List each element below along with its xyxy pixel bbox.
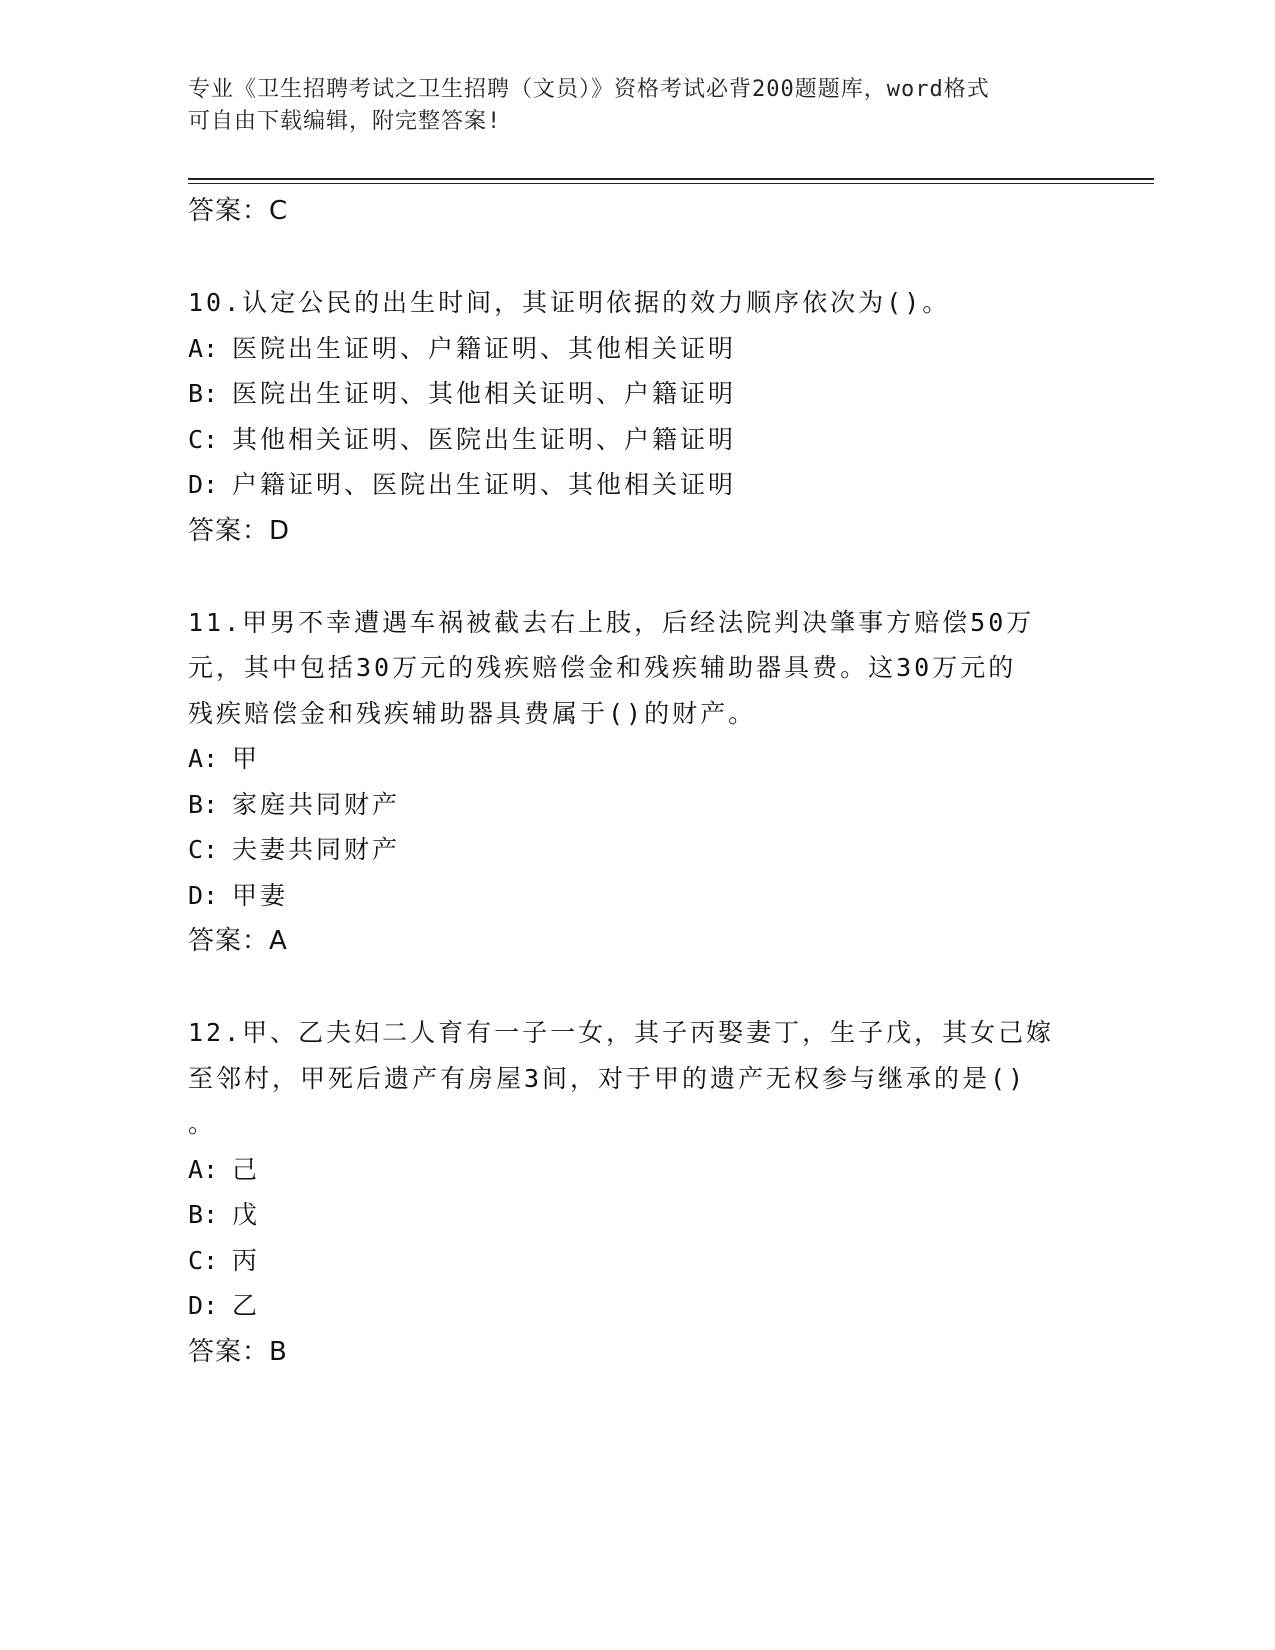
option-b (188, 782, 1088, 828)
option-c (188, 417, 1088, 463)
question-block (188, 280, 1088, 554)
question-text: 11.甲男不幸遭遇车祸被截去右上肢，后经法院判决肇事方赔偿50万 (188, 607, 1035, 637)
option-key: A: (188, 333, 219, 363)
document-header (188, 74, 1088, 138)
option-key: C: (188, 424, 219, 454)
option-text: 夫妻共同财产 (232, 835, 401, 864)
option-key: A: (188, 744, 219, 773)
option-text: 其他相关证明、医院出生证明、户籍证明 (232, 424, 737, 454)
option-text: 医院出生证明、其他相关证明、户籍证明 (232, 379, 737, 408)
answer-line: 答案：B (188, 1336, 288, 1367)
option-key: A: (188, 1154, 219, 1184)
option-key: D: (188, 1291, 219, 1320)
spacer (188, 964, 1088, 1010)
spacer (188, 554, 1088, 600)
option-key: D: (188, 470, 219, 499)
question-text: 元，其中包括30万元的残疾赔偿金和残疾辅助器具费。这30万元的 (188, 653, 1017, 682)
option-d (188, 462, 1088, 508)
option-text: 乙 (232, 1291, 261, 1320)
answer-line: 答案：D (188, 515, 291, 546)
option-d (188, 1283, 1088, 1329)
question-text: 10.认定公民的出生时间，其证明依据的效力顺序依次为()。 (188, 288, 951, 317)
option-c (188, 1238, 1088, 1284)
spacer (188, 234, 1088, 280)
option-a (188, 1147, 1088, 1193)
option-text: 医院出生证明、户籍证明、其他相关证明 (232, 333, 737, 363)
header-line-1: 专业《卫生招聘考试之卫生招聘（文员）》资格考试必背200题题库，word格式 (188, 77, 990, 102)
option-text: 户籍证明、医院出生证明、其他相关证明 (232, 470, 737, 499)
option-d (188, 873, 1088, 919)
answer-line: 答案：C (188, 196, 289, 226)
option-key: C: (188, 1245, 219, 1275)
option-a (188, 736, 1088, 782)
question-text: 至邻村，甲死后遗产有房屋3间，对于甲的遗产无权参与继承的是() (188, 1063, 1027, 1093)
option-text: 丙 (232, 1245, 261, 1275)
question-text: 12.甲、乙夫妇二人育有一子一女，其子丙娶妻丁，生子戊，其女己嫁 (188, 1018, 1055, 1047)
option-key: C: (188, 835, 219, 864)
option-text: 甲 (232, 744, 261, 773)
option-text: 家庭共同财产 (232, 789, 401, 819)
option-b (188, 1192, 1088, 1238)
option-text: 己 (232, 1154, 261, 1184)
option-key: B: (188, 789, 219, 819)
option-text: 戊 (232, 1200, 261, 1229)
header-rule-thin (188, 183, 1154, 184)
question-block (188, 600, 1088, 965)
question-text: 。 (188, 1109, 217, 1138)
option-key: B: (188, 379, 219, 408)
answer-line: 答案：A (188, 926, 288, 956)
header-rule-thick (188, 178, 1154, 180)
option-b (188, 371, 1088, 417)
option-a (188, 326, 1088, 372)
option-key: D: (188, 880, 219, 910)
question-block (188, 1010, 1088, 1375)
document-body (188, 188, 1088, 1375)
option-key: B: (188, 1200, 219, 1229)
option-text: 甲妻 (232, 880, 289, 910)
option-c (188, 827, 1088, 873)
question-text: 残疾赔偿金和残疾辅助器具费属于()的财产。 (188, 698, 757, 728)
header-line-2: 可自由下载编辑，附完整答案! (188, 109, 502, 134)
